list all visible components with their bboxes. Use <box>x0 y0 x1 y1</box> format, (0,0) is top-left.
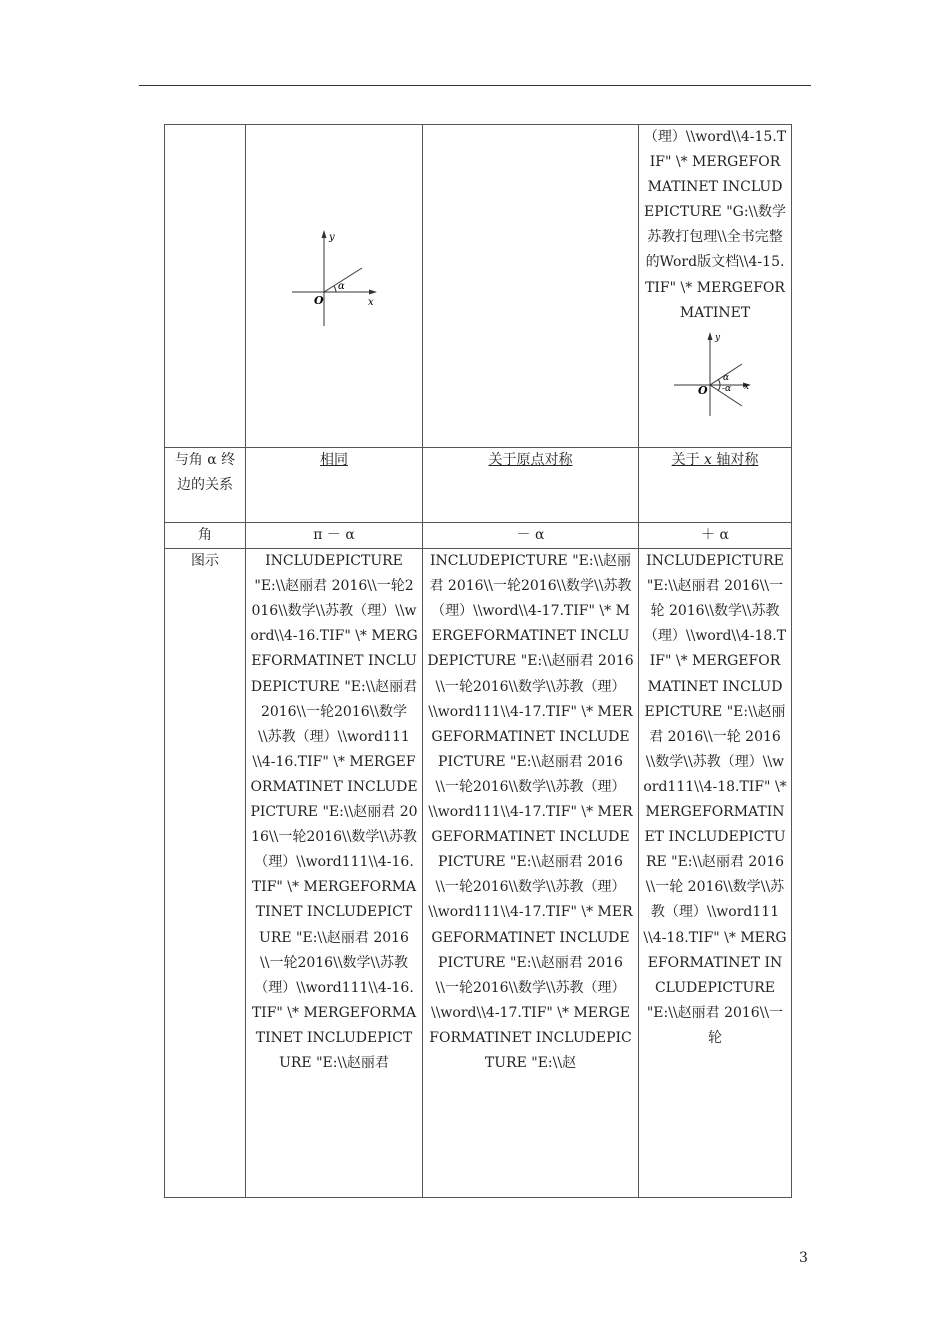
header-rule <box>139 85 811 86</box>
y-axis-label: y <box>329 232 335 244</box>
angle-plus-alpha: ＋ α <box>639 523 792 549</box>
page-number: 3 <box>799 1250 808 1266</box>
field-code-text: （理）\\word\\4-15.TIF" \* MERGEFORMATINET INCLUDEPICTURE "G:\\数学苏教打包理\\全书完整的Word版文档\\4-15.TIF" \* MERGEFORMATINET <box>643 129 787 321</box>
figure-code-col2: INCLUDEPICTURE "E:\\赵丽君 2016\\一轮2016\\数学\\苏教（理）\\word\\4-16.TIF" \* MERGEFORMATINET INCLUDEPICTURE "E:\\赵丽君 2016\\一轮2016\\数学\\苏教（理）\\word111\\4-16.TIF" \* MERGEFORMATINET INCLUDEPICTURE "E:\\赵丽君 2016\\一轮2016\\数学\\苏教（理）\\word111\\4-16.TIF" \* MERGEFORMATINET INCLUDEPICTURE "E:\\赵丽君 2016\\一轮2016\\数学\\苏教（理）\\word111\\4-16.TIF" \* MERGEFORMATINET INCLUDEPICTURE "E:\\赵丽君 <box>246 549 423 1198</box>
empty-cell <box>423 125 639 448</box>
axes-figure-alpha <box>284 226 384 336</box>
x-axis-label: x <box>368 297 374 309</box>
axes-figure-neg-alpha <box>670 330 760 420</box>
figure-row <box>165 549 792 1198</box>
figure-cell-same <box>246 125 423 448</box>
angle-label: 角 <box>165 523 246 549</box>
relation-label: 与角 α 终边的关系 <box>165 448 246 523</box>
origin-label: O <box>698 383 708 397</box>
x-axis-label: x <box>744 381 750 392</box>
y-axis-label: y <box>715 332 721 343</box>
figure-top-row <box>165 125 792 448</box>
figure-label: 图示 <box>165 549 246 1198</box>
empty-cell <box>165 125 246 448</box>
relation-x-axis: 关于 x 轴对称 <box>639 448 792 523</box>
angle-label: α <box>338 281 345 293</box>
angle-row <box>165 523 792 549</box>
figure-cell-x-axis <box>639 125 792 448</box>
relation-row <box>165 448 792 523</box>
figure-code-col4: INCLUDEPICTURE "E:\\赵丽君 2016\\一轮 2016\\数学\\苏教（理）\\word\\4-18.TIF" \* MERGEFORMATINET INCLUDEPICTURE "E:\\赵丽君 2016\\一轮 2016\\数学\\苏教（理）\\word111\\4-18.TIF" \* MERGEFORMATINET INCLUDEPICTURE "E:\\赵丽君 2016\\一轮 2016\\数学\\苏教（理）\\word111\\4-18.TIF" \* MERGEFORMATINET INCLUDEPICTURE "E:\\赵丽君 2016\\一轮 <box>639 549 792 1198</box>
origin-label: O <box>314 294 324 308</box>
neg-angle-label: -α <box>722 383 732 394</box>
relation-same: 相同 <box>246 448 423 523</box>
trig-induction-table <box>164 124 792 1198</box>
angle-pi-minus-alpha: π － α <box>246 523 423 549</box>
figure-code-col3: INCLUDEPICTURE "E:\\赵丽君 2016\\一轮2016\\数学\\苏教（理）\\word\\4-17.TIF" \* MERGEFORMATINET INCLUDEPICTURE "E:\\赵丽君 2016\\一轮2016\\数学\\苏教（理）\\word111\\4-17.TIF" \* MERGEFORMATINET INCLUDEPICTURE "E:\\赵丽君 2016\\一轮2016\\数学\\苏教（理）\\word111\\4-17.TIF" \* MERGEFORMATINET INCLUDEPICTURE "E:\\赵丽君 2016\\一轮2016\\数学\\苏教（理）\\word111\\4-17.TIF" \* MERGEFORMATINET INCLUDEPICTURE "E:\\赵丽君 2016\\一轮2016\\数学\\苏教（理）\\word\\4-17.TIF" \* MERGEFORMATINET INCLUDEPICTURE "E:\\赵 <box>423 549 639 1198</box>
angle-label: α <box>723 372 730 383</box>
relation-origin: 关于原点对称 <box>423 448 639 523</box>
angle-minus-alpha: － α <box>423 523 639 549</box>
